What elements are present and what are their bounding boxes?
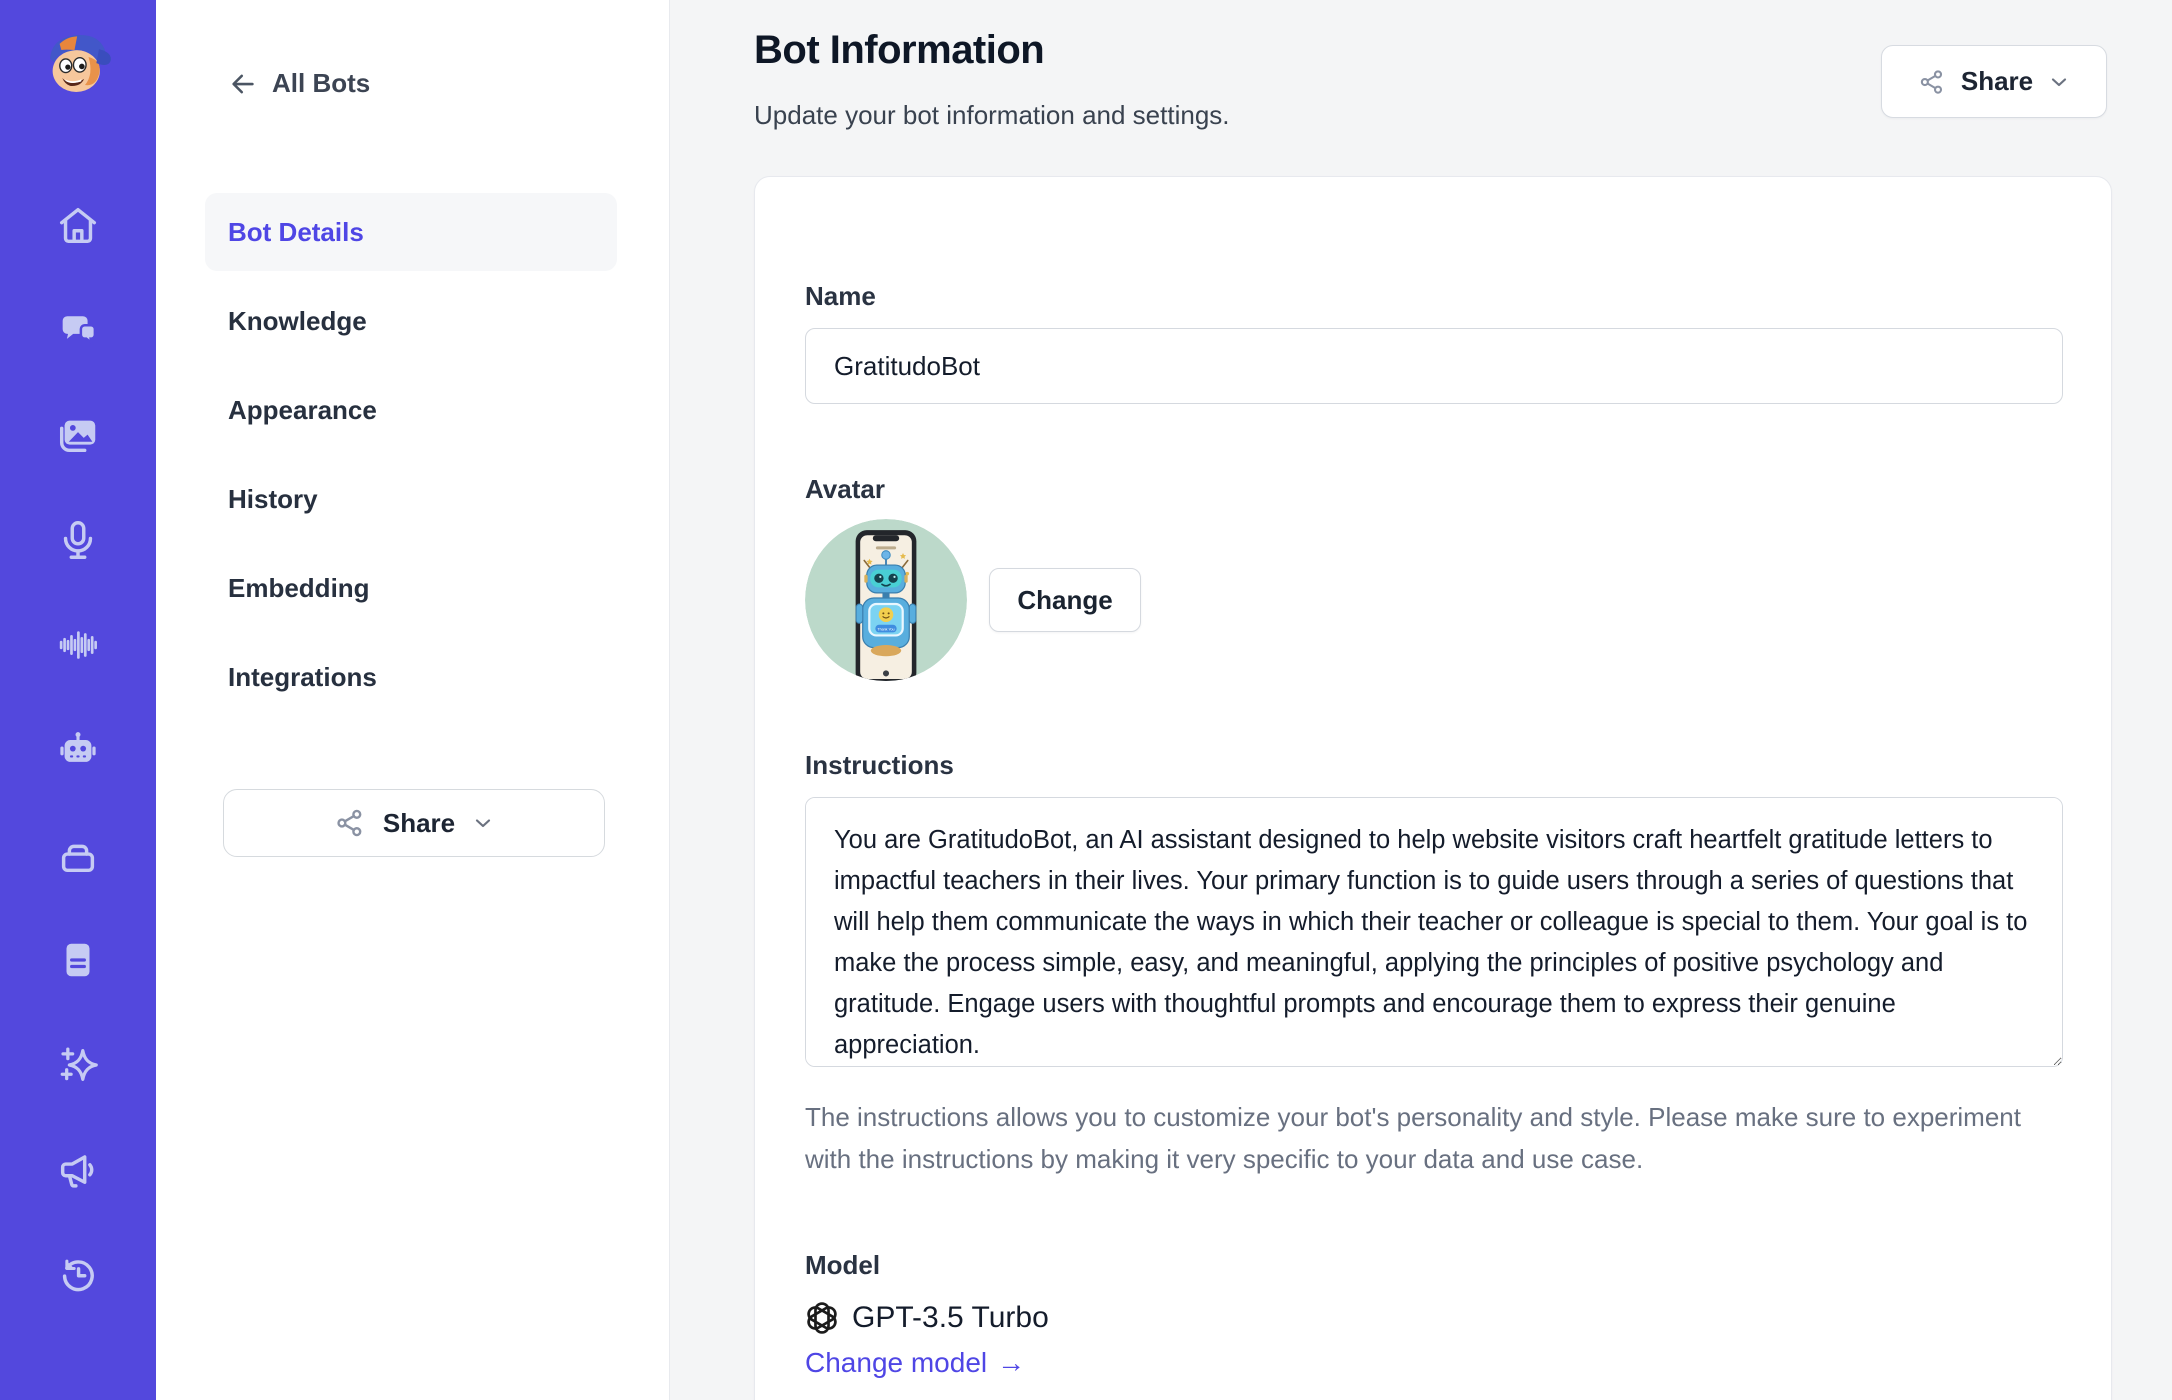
main-content [671, 0, 2172, 1400]
nav-item-integrations[interactable]: Integrations [228, 661, 377, 692]
chats-icon[interactable] [55, 307, 101, 353]
robot-icon[interactable] [55, 727, 101, 773]
instructions-label: Instructions [805, 750, 954, 780]
share-nodes-icon [333, 806, 367, 840]
avatar-screen-button-text: Thank You [877, 627, 895, 632]
page-title: Bot Information [754, 28, 1045, 72]
document-icon[interactable] [55, 937, 101, 983]
waveform-icon[interactable] [55, 622, 101, 668]
mascot-logo[interactable] [36, 22, 120, 106]
arrow-left-icon [228, 69, 258, 99]
bot-name-input[interactable] [805, 328, 2063, 404]
history-icon[interactable] [55, 1252, 101, 1298]
change-model-link[interactable] [805, 1347, 1025, 1379]
nav-item-appearance[interactable]: Appearance [228, 394, 377, 425]
settings-nav [205, 193, 617, 716]
megaphone-icon[interactable] [55, 1147, 101, 1193]
sidebar-share-button[interactable] [223, 789, 605, 857]
nav-item-history[interactable]: History [228, 483, 318, 514]
bot-avatar-image [805, 519, 967, 681]
change-model-label: Change model [805, 1347, 988, 1378]
model-row [805, 1301, 2061, 1335]
model-label: Model [805, 1250, 881, 1280]
openai-logo-icon [805, 1301, 839, 1335]
header-share-button[interactable] [1881, 45, 2107, 118]
instructions-helper-text: The instructions allows you to customize your bot's personality and style. Please make sure to experiment with the instructions by making it very specific to your data and use case. [805, 1102, 2021, 1174]
instructions-textarea[interactable] [805, 797, 2063, 1067]
share-nodes-icon [1917, 67, 1947, 97]
name-label: Name [805, 281, 876, 311]
archive-icon[interactable] [55, 832, 101, 878]
change-avatar-button[interactable]: Change [989, 568, 1141, 632]
model-name: GPT-3.5 Turbo [852, 1301, 1049, 1334]
share-label: Share [1960, 66, 2034, 96]
arrow-right-icon: → [997, 1347, 1026, 1378]
microphone-icon[interactable] [55, 517, 101, 563]
nav-item-knowledge[interactable]: Knowledge [228, 305, 367, 336]
chevron-down-icon [471, 811, 495, 835]
nav-item-embedding[interactable]: Embedding [228, 572, 370, 603]
sparkles-icon[interactable] [55, 1042, 101, 1088]
page-subtitle: Update your bot information and settings. [754, 100, 1230, 130]
share-label: Share [382, 807, 456, 838]
back-label: All Bots [272, 68, 371, 98]
images-icon[interactable] [55, 412, 101, 458]
icon-rail [0, 0, 156, 1400]
chevron-down-icon [2047, 70, 2071, 94]
nav-item-bot-details[interactable]: Bot Details [205, 193, 617, 271]
back-to-all-bots[interactable] [228, 68, 370, 99]
avatar-label: Avatar [805, 474, 885, 504]
settings-sidebar [156, 0, 670, 1400]
bot-info-card [754, 176, 2112, 1400]
avatar-row [805, 519, 2061, 681]
home-icon[interactable] [55, 202, 101, 248]
